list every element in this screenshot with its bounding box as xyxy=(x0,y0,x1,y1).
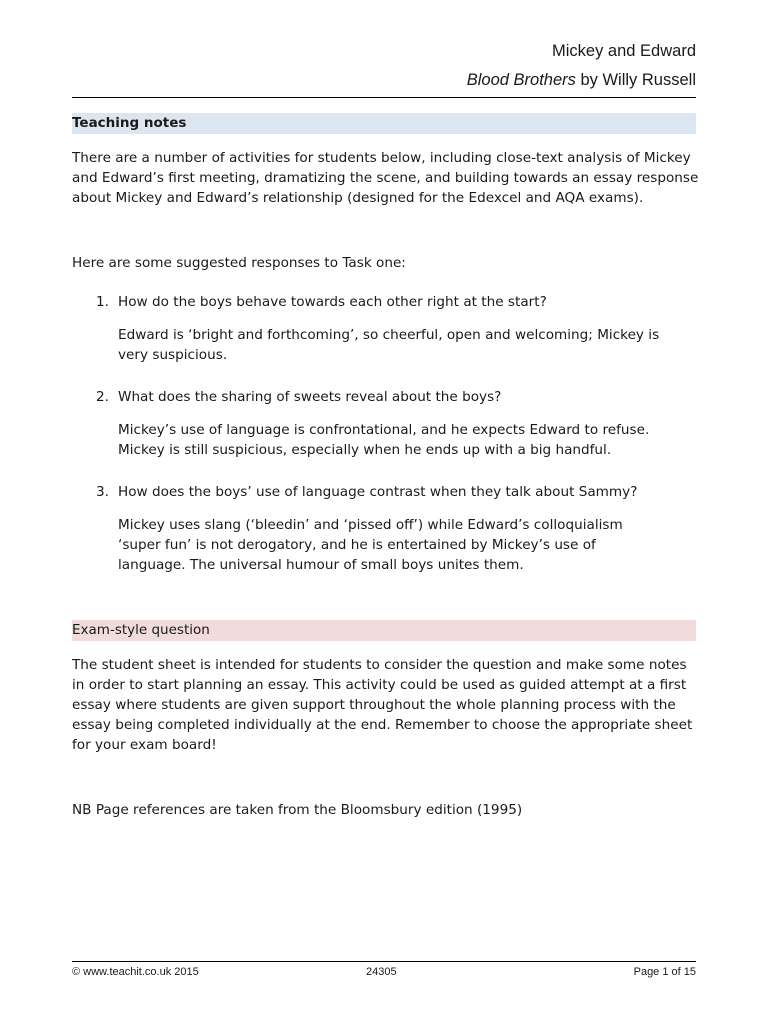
task-lead-paragraph: Here are some suggested responses to Task one: xyxy=(72,255,406,271)
answer-2: Mickey’s use of language is confrontational, and he expects Edward to refuse. Mickey is still suspicious, especially when he ends up with a big handful. xyxy=(118,422,650,458)
answer-1: Edward is ‘bright and forthcoming’, so cheerful, open and welcoming; Mickey is very suspicious. xyxy=(118,327,660,363)
answer-3: Mickey uses slang (‘bleedin’ and ‘pissed off’) while Edward’s colloquialism ‘super fun’ is not derogatory, and he is entertained by Mickey’s use of language. The universal humour of small boys unites them. xyxy=(118,517,623,573)
book-title: Blood Brothers xyxy=(466,71,576,89)
document-title: Mickey and Edward xyxy=(552,42,696,60)
question-2-number: 2. xyxy=(96,389,109,405)
exam-question-heading: Exam-style question xyxy=(72,620,696,641)
question-1 xyxy=(96,292,696,312)
question-3-text: How does the boys’ use of language contrast when they talk about Sammy? xyxy=(118,484,638,500)
document-subtitle xyxy=(467,71,696,90)
nb-paragraph: NB Page references are taken from the Bloomsbury edition (1995) xyxy=(72,802,523,818)
footer-copyright: © www.teachit.co.uk 2015 xyxy=(72,966,199,978)
footer-divider xyxy=(72,961,696,962)
question-2 xyxy=(96,387,696,407)
question-1-text: How do the boys behave towards each other right at the start? xyxy=(118,294,547,310)
exam-body-paragraph: The student sheet is intended for students to consider the question and make some notes in order to start planning an essay. This activity could be used as guided attempt at a first essay where students are given support throughout the whole planning process with the essay being completed individually at the end. Remember to choose the appropriate sheet for your exam board! xyxy=(72,657,693,753)
question-3-number: 3. xyxy=(96,484,109,500)
book-author: by Willy Russell xyxy=(575,71,696,89)
footer-page-number: Page 1 of 15 xyxy=(633,966,696,978)
question-2-text: What does the sharing of sweets reveal about the boys? xyxy=(118,389,502,405)
intro-paragraph: There are a number of activities for students below, including close-text analysis of Mickey and Edward’s first meeting, dramatizing the scene, and building towards an essay response about Mickey and Edward’s relationship (designed for the Edexcel and AQA exams). xyxy=(72,150,699,206)
footer-resource-code: 24305 xyxy=(366,966,397,978)
question-3 xyxy=(96,482,696,502)
header-divider xyxy=(72,97,696,98)
teaching-notes-heading: Teaching notes xyxy=(72,113,696,134)
question-1-number: 1. xyxy=(96,294,109,310)
